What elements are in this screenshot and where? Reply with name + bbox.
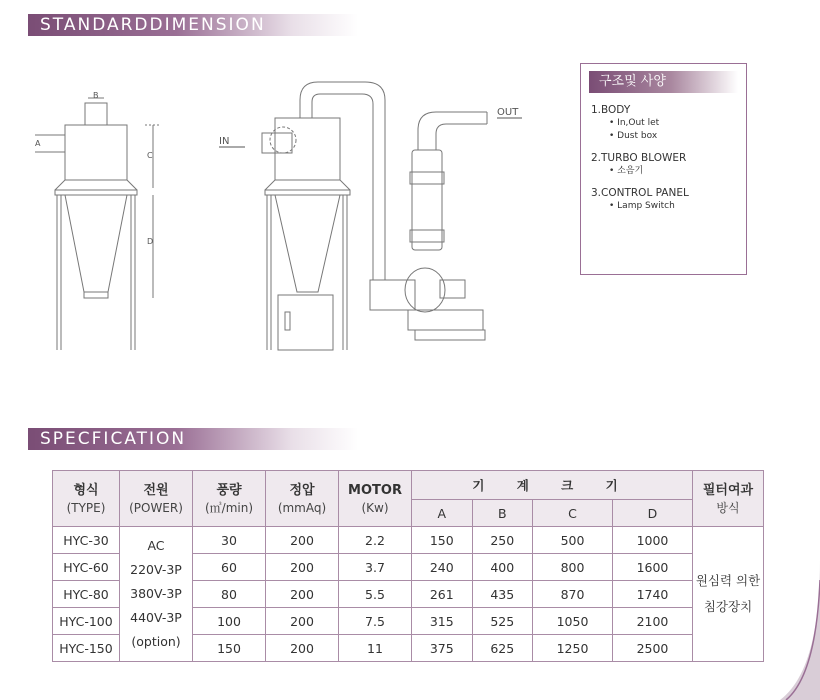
panel-title: 구조및 사양 [589,71,738,93]
cell-filter: 원심력 의한 침강장치 [693,527,764,662]
header-dim-b: B [472,500,533,527]
cell-motor: 2.2 [339,527,412,554]
cell-d: 1000 [612,527,692,554]
cell-flow: 60 [193,554,266,581]
dim-label-a: A [35,139,41,148]
cell-c: 870 [533,581,613,608]
header-dim-a: A [412,500,473,527]
cell-a: 240 [412,554,473,581]
decorative-corner-curve [780,560,820,700]
cell-flow: 100 [193,608,266,635]
cell-motor: 11 [339,635,412,662]
cell-d: 1740 [612,581,692,608]
header-machine-size: 기 계 크 기 [412,471,693,500]
group-item: • Dust box [591,130,746,143]
cell-type: HYC-100 [53,608,120,635]
group-title: 3.CONTROL PANEL [591,187,689,199]
cell-pressure: 200 [266,581,339,608]
cell-pressure: 200 [266,527,339,554]
panel-group-control-panel [591,186,746,213]
cell-flow: 30 [193,527,266,554]
cell-d: 2100 [612,608,692,635]
cell-motor: 5.5 [339,581,412,608]
group-title: 1.BODY [591,104,631,116]
cell-d: 2500 [612,635,692,662]
header-type: 형식 (TYPE) [53,471,120,527]
header-flow: 풍량 (㎥/min) [193,471,266,527]
group-item: • 소음기 [591,165,746,178]
in-label: IN [219,136,230,147]
table-row [53,527,764,554]
cyclone-system-view [262,82,487,350]
cell-b: 400 [472,554,533,581]
cyclone-dimension-view [35,98,160,350]
group-item: • In,Out let [591,117,746,130]
panel-group-turbo-blower [591,151,746,178]
cell-b: 525 [472,608,533,635]
dim-label-d: D [147,237,154,246]
cell-type: HYC-60 [53,554,120,581]
cell-a: 150 [412,527,473,554]
cyclone-technical-drawing [0,40,560,370]
cell-c: 800 [533,554,613,581]
cell-type: HYC-150 [53,635,120,662]
cell-type: HYC-30 [53,527,120,554]
cell-b: 435 [472,581,533,608]
group-title: 2.TURBO BLOWER [591,152,687,164]
cell-motor: 3.7 [339,554,412,581]
structure-spec-panel [580,63,747,275]
cell-power: AC 220V-3P 380V-3P 440V-3P (option) [120,527,193,662]
dim-label-b: B [93,91,99,100]
panel-group-body [591,103,746,143]
cell-motor: 7.5 [339,608,412,635]
cell-c: 1050 [533,608,613,635]
header-power: 전원 (POWER) [120,471,193,527]
cell-c: 1250 [533,635,613,662]
cell-a: 261 [412,581,473,608]
cell-flow: 150 [193,635,266,662]
cell-c: 500 [533,527,613,554]
cell-b: 625 [472,635,533,662]
cell-pressure: 200 [266,554,339,581]
cell-flow: 80 [193,581,266,608]
header-pressure: 정압 (mmAq) [266,471,339,527]
cell-b: 250 [472,527,533,554]
cell-d: 1600 [612,554,692,581]
cell-a: 375 [412,635,473,662]
out-label: OUT [497,107,519,118]
specification-heading: SPECFICATION [28,428,358,450]
cell-pressure: 200 [266,608,339,635]
cell-a: 315 [412,608,473,635]
group-item: • Lamp Switch [591,200,746,213]
cell-type: HYC-80 [53,581,120,608]
header-motor: MOTOR (Kw) [339,471,412,527]
header-filter: 필터여과 방식 [693,471,764,527]
specification-table [52,470,764,662]
dim-label-c: C [147,151,153,160]
cell-pressure: 200 [266,635,339,662]
header-dim-c: C [533,500,613,527]
standard-dimension-heading: STANDARDDIMENSION [28,14,358,36]
header-dim-d: D [612,500,692,527]
